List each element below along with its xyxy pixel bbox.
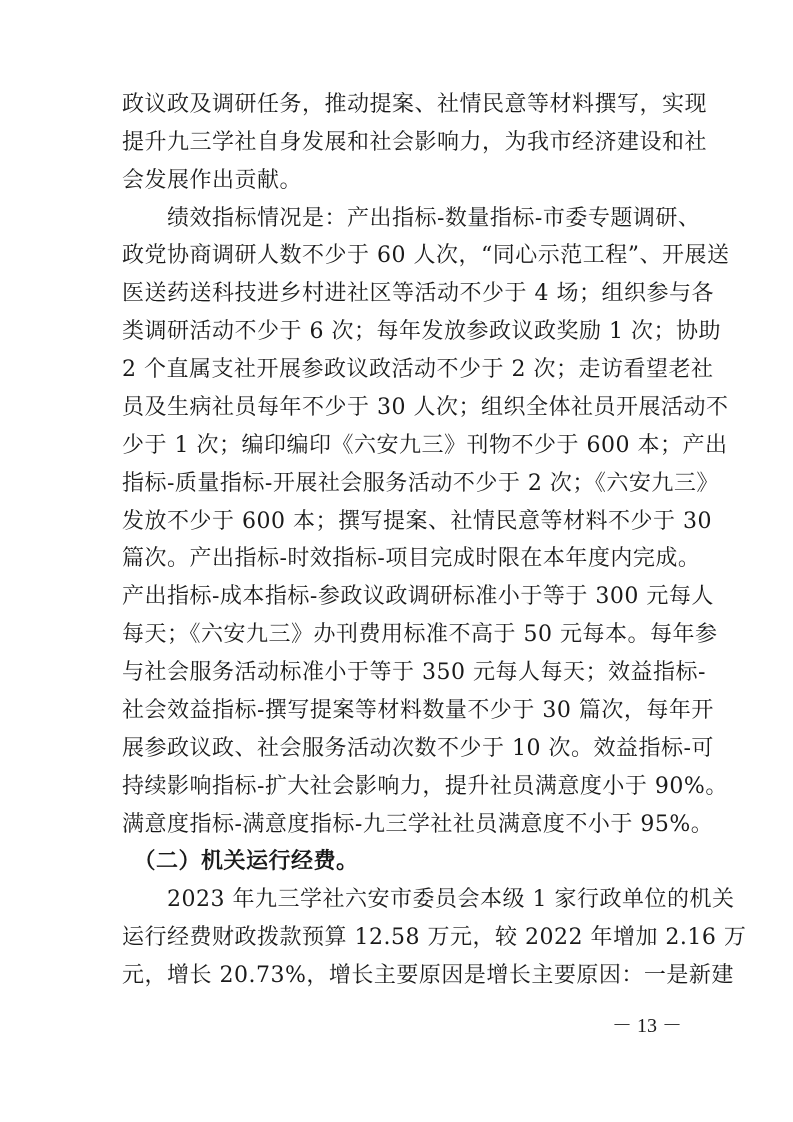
text-line: 社会效益指标-撰写提案等材料数量不少于 30 篇次，每年开	[122, 698, 714, 723]
text-line: 发放不少于 600 本；撰写提案、社情民意等材料不少于 30	[122, 509, 712, 534]
text-line: 政议政及调研任务，推动提案、社情民意等材料撰写，实现	[122, 92, 708, 117]
text-line: 2023 年九三学社六安市委员会本级 1 家行政单位的机关	[122, 887, 735, 912]
text-line: 会发展作出贡献。	[122, 168, 303, 193]
text-line: 展参政议政、社会服务活动次数不少于 10 次。效益指标-可	[122, 736, 714, 761]
text-line: 元，增长 20.73%，增长主要原因是增长主要原因：一是新建	[122, 963, 734, 988]
text-line: 政党协商调研人数不少于 60 人次，“同心示范工程”、开展送	[122, 243, 730, 268]
text-line: 医送药送科技进乡村进社区等活动不少于 4 场；组织参与各	[122, 281, 714, 306]
text-line: 运行经费财政拨款预算 12.58 万元，较 2022 年增加 2.16 万	[122, 925, 747, 950]
text-line: 绩效指标情况是：产出指标-数量指标-市委专题调研、	[122, 206, 701, 231]
text-line: 持续影响指标-扩大社会影响力，提升社员满意度小于 90%。	[122, 774, 728, 799]
text-line: 满意度指标-满意度指标-九三学社社员满意度不小于 95%。	[122, 812, 714, 837]
text-line: 员及生病社员每年不少于 30 人次；组织全体社员开展活动不	[122, 395, 729, 420]
text-line: 类调研活动不少于 6 次；每年发放参政议政奖励 1 次；协助	[122, 319, 721, 344]
text-line: 少于 1 次；编印编印《六安九三》刊物不少于 600 本；产出	[122, 433, 728, 458]
page-number: － 13 －	[612, 1015, 682, 1037]
text-line: 每天；《六安九三》办刊费用标准不高于 50 元每本。每年参	[122, 622, 718, 647]
text-line: 2 个直属支社开展参政议政活动不少于 2 次；走访看望老社	[122, 357, 714, 382]
text-line: 产出指标-成本指标-参政议政调研标准小于等于 300 元每人	[122, 584, 714, 609]
text-line: 指标-质量指标-开展社会服务活动不少于 2 次；《六安九三》	[122, 471, 719, 496]
section-heading: （二）机关运行经费。	[122, 849, 359, 874]
text-line: 与社会服务活动标准小于等于 350 元每人每天；效益指标-	[122, 660, 706, 685]
text-line: 提升九三学社自身发展和社会影响力，为我市经济建设和社	[122, 130, 708, 155]
text-line: 篇次。产出指标-时效指标-项目完成时限在本年度内完成。	[122, 546, 701, 571]
